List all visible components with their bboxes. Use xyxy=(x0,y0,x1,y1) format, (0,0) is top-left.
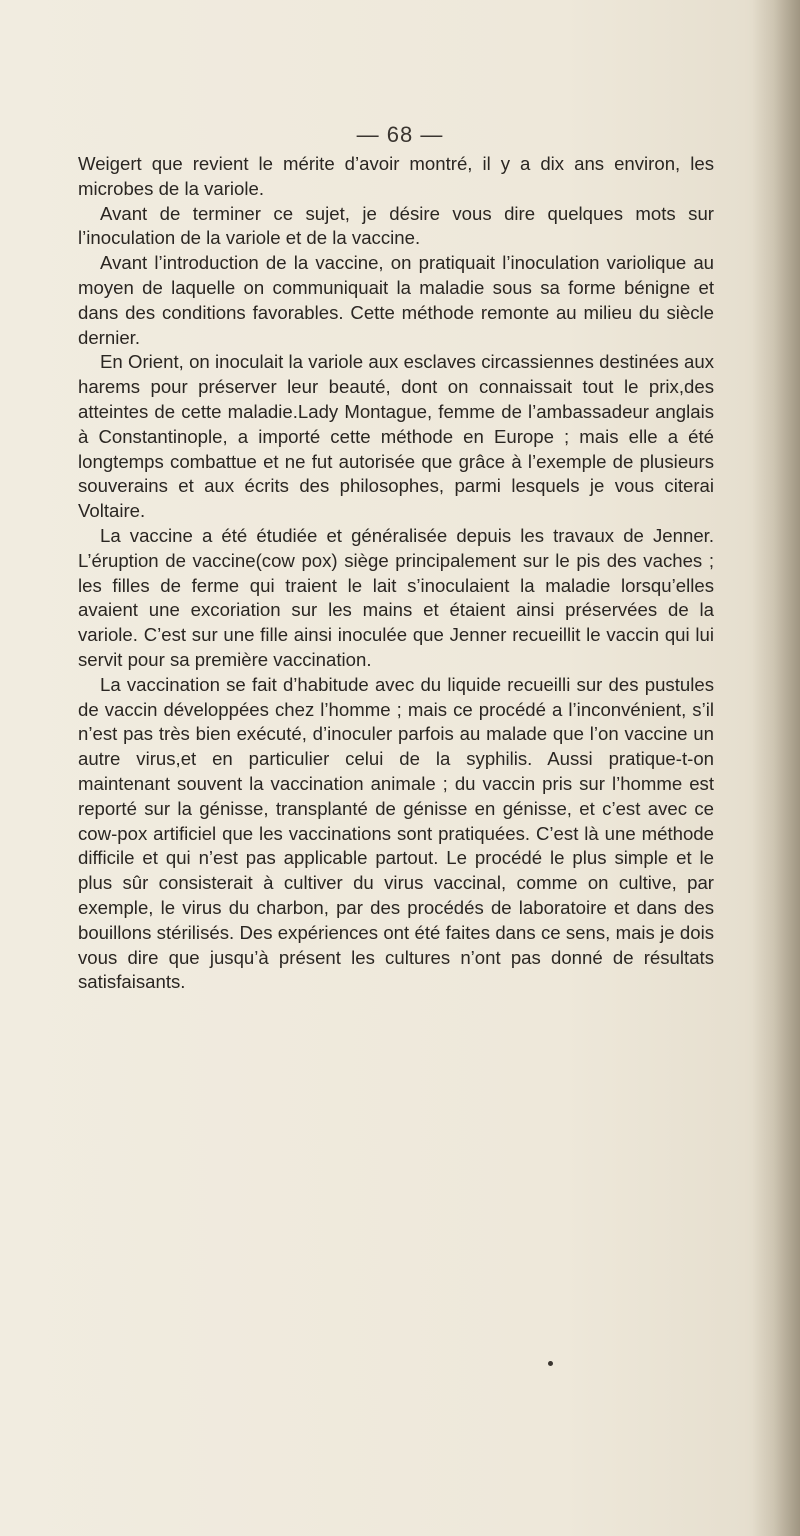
paragraph-orient: En Orient, on inoculait la variole aux esclaves circassiennes destinées aux harems pour préserver leur beauté, dont on connaissait tout le prix,des atteintes de cette maladie.Lady Montague, femme de l’ambassadeur anglais à Constantinople, a importé cette méthode en Europe ; mais elle a été longtemps combattue et ne fut autorisée que grâce à l’exemple de plusieurs souverains et aux écrits des philosophes, parmi lesquels je vous citerai Voltaire. xyxy=(78,351,714,522)
ink-speck xyxy=(548,1361,553,1366)
page-edge-shadow xyxy=(752,0,800,1536)
paragraph-jenner: La vaccine a été étudiée et généralisée depuis les travaux de Jenner. L’éruption de vaccine(cow pox) siège principalement sur le pis des vaches ; les filles de ferme qui traient le lait s’inoculaient la maladie lorsqu’elles avaient une excoriation sur les mains et étaient ainsi préservées de la variole. C’est sur une fille ainsi inoculée que Jenner recueillit le vaccin qui lui servit pour sa première vaccination. xyxy=(78,524,714,670)
body-text xyxy=(78,152,714,995)
paragraph-weigert: Weigert que revient le mérite d’avoir montré, il y a dix ans environ, les microbes de la variole. xyxy=(78,153,714,199)
paragraph-inoculation-intro: Avant de terminer ce sujet, je désire vous dire quelques mots sur l’inoculation de la variole et de la vaccine. xyxy=(78,202,714,249)
page-number: — 68 — xyxy=(356,122,444,147)
paragraph-variolic-inoculation: Avant l’introduction de la vaccine, on pratiquait l’inoculation variolique au moyen de laquelle on communiquait la maladie sous sa forme bénigne et dans des conditions favorables. Cette méthode remonte au milieu du siècle dernier. xyxy=(78,252,714,348)
paragraph-vaccination-methods: La vaccination se fait d’habitude avec du liquide recueilli sur des pustules de vaccin développées chez l’homme ; mais ce procédé a l’inconvénient, s’il n’est pas très bien exécuté, d’inoculer parfois au malade que l’on vaccine un autre virus,et en particulier celui de la syphilis. Aussi pratique-t-on maintenant souvent la vaccination animale ; du vaccin pris sur l’homme est reporté sur la génisse, transplanté de génisse en génisse, et c’est avec ce cow-pox artificiel que les vaccinations sont pratiquées. C’est là une méthode difficile et qui n’est pas applicable partout. Le procédé le plus simple et le plus sûr consisterait à cultiver du virus vaccinal, comme on cultive, par exemple, le virus du charbon, par des procédés de laboratoire et dans des bouillons stérilisés. Des expériences ont été faites dans ce sens, mais je dois vous dire que jusqu’à présent les cultures n’ont pas donné de résultats satisfaisants. xyxy=(78,673,714,993)
